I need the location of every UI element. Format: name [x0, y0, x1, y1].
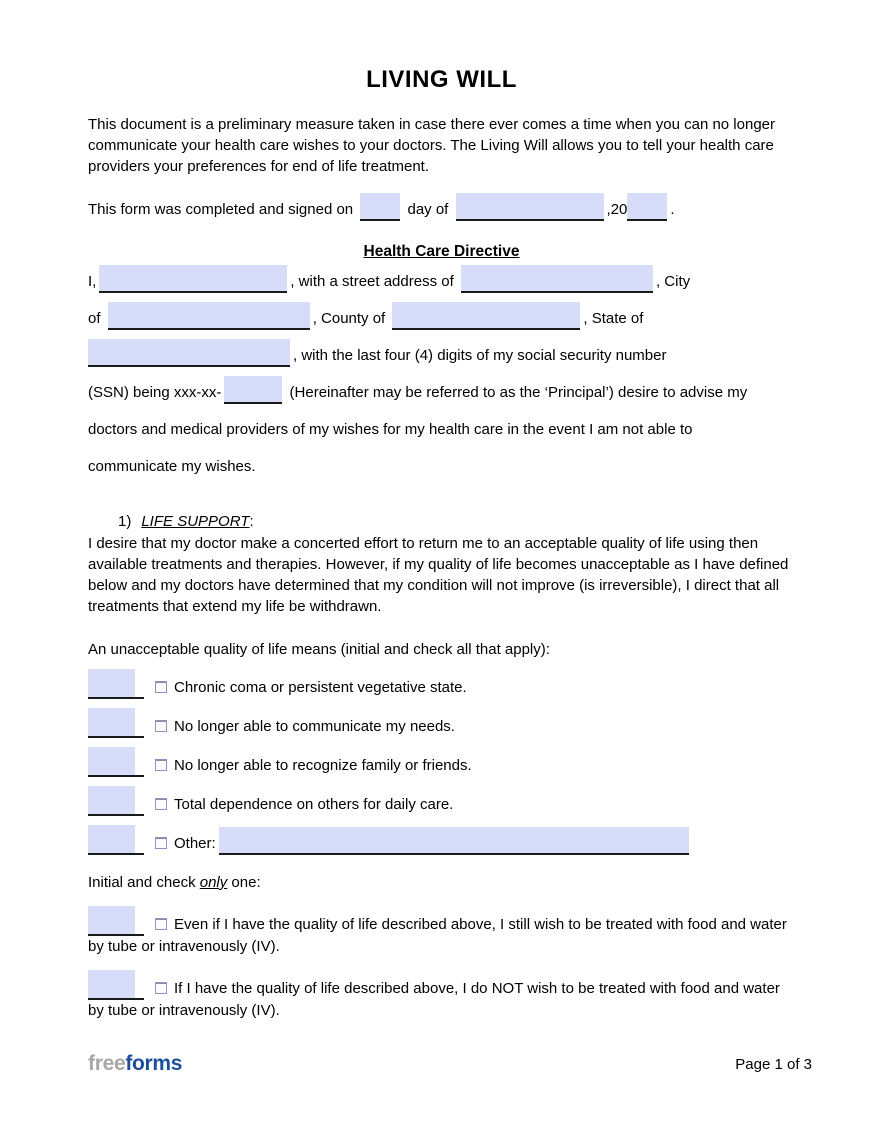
- directive-line-2-mid: , County of: [312, 310, 386, 327]
- option-row: [88, 970, 795, 1021]
- logo-free-text: free: [88, 1052, 126, 1075]
- other-text-field[interactable]: [219, 827, 689, 855]
- signed-line-text-4: .: [670, 201, 675, 218]
- life-support-heading: [88, 511, 795, 532]
- initial-only-one-prompt: [88, 872, 795, 893]
- option-label-2: If I have the quality of life described above, I do NOT wish to be treated with food and water by tube or intravenously (IV).: [88, 980, 780, 1019]
- life-support-paragraph: I desire that my doctor make a concerted effort to return me to an acceptable quality of life using then available treatments and therapies. However, if my quality of life becomes unacceptable as I have defined below and my doctors have determined that my condition will not improve (is irreversible), I direct that all treatments that extend my life be withdrawn.: [88, 535, 789, 615]
- checkbox-total-dependence[interactable]: [155, 798, 167, 810]
- checkbox-communicate-needs[interactable]: [155, 720, 167, 732]
- directive-line-5: doctors and medical providers of my wishes for my health care in the event I am not able to: [88, 421, 693, 438]
- initials-field-3-highlight: [88, 747, 135, 775]
- checkbox-chronic-coma[interactable]: [155, 681, 167, 693]
- quality-of-life-prompt: An unacceptable quality of life means (initial and check all that apply):: [88, 641, 550, 658]
- initials-field-1-highlight: [88, 669, 135, 697]
- directive-line-1-suf: , City: [655, 273, 691, 290]
- year-field[interactable]: [627, 193, 667, 221]
- signed-line-text-2: day of: [407, 201, 449, 218]
- initials-field-5-highlight: [88, 825, 135, 853]
- checkbox-other[interactable]: [155, 837, 167, 849]
- initials-field-2[interactable]: [88, 708, 144, 738]
- directive-line-2: [88, 300, 795, 337]
- checklist-label-1: Chronic coma or persistent vegetative state.: [174, 679, 467, 696]
- checklist-row: [88, 825, 795, 855]
- option-label-1: Even if I have the quality of life described above, I still wish to be treated with food and water by tube or intravenously (IV).: [88, 916, 787, 955]
- option-initials-field-2-highlight: [88, 970, 135, 998]
- signed-line-text-3: ,20: [606, 201, 628, 218]
- initials-field-4-highlight: [88, 786, 135, 814]
- page-footer: [88, 1052, 812, 1076]
- option-checkbox-still-wish-food-water[interactable]: [155, 918, 167, 930]
- section-heading-health-care-directive: Health Care Directive: [363, 243, 520, 260]
- directive-line-3: [88, 337, 795, 374]
- document-title: LIVING WILL: [366, 66, 517, 93]
- street-address-field[interactable]: [461, 265, 653, 293]
- life-support-colon: :: [249, 513, 254, 530]
- initials-field-2-highlight: [88, 708, 135, 736]
- city-field[interactable]: [108, 302, 310, 330]
- principal-name-field[interactable]: [99, 265, 287, 293]
- directive-line-6: communicate my wishes.: [88, 458, 256, 475]
- checklist-label-5: Other:: [174, 835, 216, 852]
- page-number-label: Page 1 of 3: [735, 1055, 812, 1073]
- directive-line-1: [88, 263, 795, 300]
- directive-line-4-suf: (Hereinafter may be referred to as the ‘Principal’) desire to advise my: [289, 384, 748, 401]
- freeforms-logo: [88, 1052, 182, 1076]
- county-field[interactable]: [392, 302, 580, 330]
- directive-line-2-pre: of: [88, 310, 101, 327]
- checklist-row: [88, 786, 795, 816]
- initials-field-1[interactable]: [88, 669, 144, 699]
- checklist-label-2: No longer able to communicate my needs.: [174, 718, 455, 735]
- option-initials-field-1[interactable]: [88, 906, 144, 936]
- checklist-row: [88, 669, 795, 699]
- directive-line-4-pre: (SSN) being xxx-xx-: [88, 384, 222, 401]
- only-prompt-prefix: Initial and check: [88, 874, 200, 891]
- directive-line-2-suf: , State of: [583, 310, 644, 327]
- option-row: [88, 906, 795, 957]
- directive-block: [88, 263, 795, 485]
- intro-paragraph: This document is a preliminary measure taken in case there ever comes a time when you can no longer communicate your health care wishes to your doctors. The Living Will allows you to tell your health care providers your preferences for end of life treatment.: [88, 116, 776, 175]
- life-support-label: LIFE SUPPORT: [141, 513, 250, 530]
- only-prompt-suffix: one:: [227, 874, 261, 891]
- day-field[interactable]: [360, 193, 400, 221]
- option-initials-field-2[interactable]: [88, 970, 144, 1000]
- logo-forms-text: forms: [125, 1052, 183, 1075]
- life-support-number: 1): [118, 513, 132, 530]
- signed-date-line: [88, 193, 795, 221]
- month-field[interactable]: [456, 193, 604, 221]
- directive-line-3-suf: , with the last four (4) digits of my social security number: [293, 347, 667, 364]
- checklist-row: [88, 708, 795, 738]
- checklist-label-3: No longer able to recognize family or friends.: [174, 757, 472, 774]
- ssn-last4-field[interactable]: [224, 376, 282, 404]
- directive-line-1-mid: , with a street address of: [290, 273, 454, 290]
- signed-line-text-1: This form was completed and signed on: [88, 201, 354, 218]
- only-word: only: [199, 874, 228, 891]
- checklist-row: [88, 747, 795, 777]
- initials-field-4[interactable]: [88, 786, 144, 816]
- initials-field-5[interactable]: [88, 825, 144, 855]
- state-field[interactable]: [88, 339, 290, 367]
- initials-field-3[interactable]: [88, 747, 144, 777]
- checklist-label-4: Total dependence on others for daily care.: [174, 796, 454, 813]
- directive-line-4: [88, 374, 795, 411]
- option-initials-field-1-highlight: [88, 906, 135, 934]
- checkbox-recognize-family[interactable]: [155, 759, 167, 771]
- directive-line-1-pre: I,: [88, 273, 97, 290]
- option-checkbox-do-not-wish-food-water[interactable]: [155, 982, 167, 994]
